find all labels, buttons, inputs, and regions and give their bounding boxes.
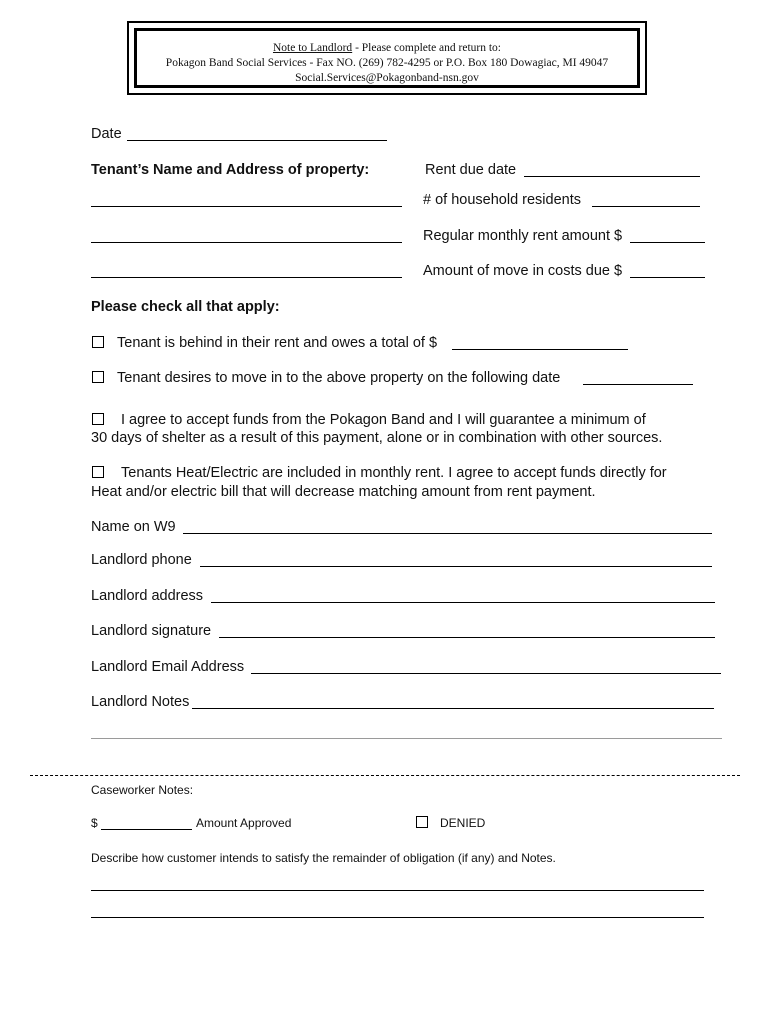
- landlord-address-field[interactable]: [211, 602, 715, 603]
- caseworker-notes-field-1[interactable]: [91, 890, 704, 891]
- rent-due-label: Rent due date: [425, 162, 517, 178]
- landlord-notes-label: Landlord Notes: [91, 694, 190, 710]
- checkbox-heat-electric[interactable]: [92, 466, 104, 478]
- landlord-phone-field[interactable]: [200, 566, 712, 567]
- header-box: [134, 28, 640, 88]
- owed-amount-field[interactable]: [452, 349, 628, 350]
- date-field[interactable]: [127, 140, 387, 141]
- tenant-address-field-1[interactable]: [91, 206, 402, 207]
- name-w9-label: Name on W9: [91, 519, 176, 535]
- note-to-landlord-label: Note to Landlord: [272, 42, 353, 54]
- dollar-sign: $: [91, 816, 98, 830]
- check-heat-electric-line1: Tenants Heat/Electric are included in monthly rent. I agree to accept funds directly for: [121, 465, 667, 481]
- note-instructions: - Please complete and return to:: [352, 42, 501, 54]
- landlord-notes-field-2[interactable]: [91, 738, 722, 739]
- header-address: Pokagon Band Social Services - Fax NO. (269) 782-4295 or P.O. Box 180 Dowagiac, MI 49047: [165, 57, 609, 69]
- monthly-rent-label: Regular monthly rent amount $: [423, 228, 623, 244]
- landlord-email-label: Landlord Email Address: [91, 659, 245, 675]
- landlord-signature-field[interactable]: [219, 637, 715, 638]
- checkbox-move-in[interactable]: [92, 371, 104, 383]
- household-label: # of household residents: [423, 192, 581, 208]
- move-in-field[interactable]: [630, 277, 705, 278]
- date-label: Date: [91, 126, 122, 142]
- move-in-date-field[interactable]: [583, 384, 693, 385]
- monthly-rent-field[interactable]: [630, 242, 705, 243]
- header-note-line: [137, 41, 637, 56]
- name-w9-field[interactable]: [183, 533, 712, 534]
- landlord-email-field[interactable]: [251, 673, 721, 674]
- check-heading: Please check all that apply:: [91, 299, 280, 315]
- checkbox-accept-funds[interactable]: [92, 413, 104, 425]
- landlord-signature-label: Landlord signature: [91, 623, 212, 639]
- caseworker-notes-field-2[interactable]: [91, 917, 704, 918]
- landlord-notes-field[interactable]: [192, 708, 714, 709]
- landlord-address-label: Landlord address: [91, 588, 204, 604]
- caseworker-divider: [30, 775, 740, 776]
- rent-due-field[interactable]: [524, 176, 700, 177]
- tenant-address-field-2[interactable]: [91, 242, 402, 243]
- checkbox-behind-rent[interactable]: [92, 336, 104, 348]
- check-move-in-label: Tenant desires to move in to the above property on the following date: [117, 370, 561, 386]
- amount-approved-label: Amount Approved: [196, 816, 292, 830]
- check-accept-funds-line2: 30 days of shelter as a result of this payment, alone or in combination with other sources.: [91, 430, 663, 446]
- tenant-name-label: Tenant’s Name and Address of property:: [91, 162, 370, 178]
- amount-approved-field[interactable]: [101, 829, 192, 830]
- check-accept-funds-line1: I agree to accept funds from the Pokagon Band and I will guarantee a minimum of: [121, 412, 646, 428]
- household-field[interactable]: [592, 206, 700, 207]
- move-in-label: Amount of move in costs due $: [423, 263, 623, 279]
- caseworker-notes-label: Caseworker Notes:: [91, 783, 194, 797]
- checkbox-denied[interactable]: [416, 816, 428, 828]
- denied-label: DENIED: [440, 816, 486, 830]
- tenant-address-field-3[interactable]: [91, 277, 402, 278]
- landlord-phone-label: Landlord phone: [91, 552, 192, 568]
- header-email: Social.Services@Pokagonband-nsn.gov: [295, 72, 479, 84]
- check-heat-electric-line2: Heat and/or electric bill that will decrease matching amount from rent payment.: [91, 484, 596, 500]
- describe-label: Describe how customer intends to satisfy the remainder of obligation (if any) and Notes.: [91, 851, 556, 865]
- check-behind-rent-label: Tenant is behind in their rent and owes a total of $: [117, 335, 438, 351]
